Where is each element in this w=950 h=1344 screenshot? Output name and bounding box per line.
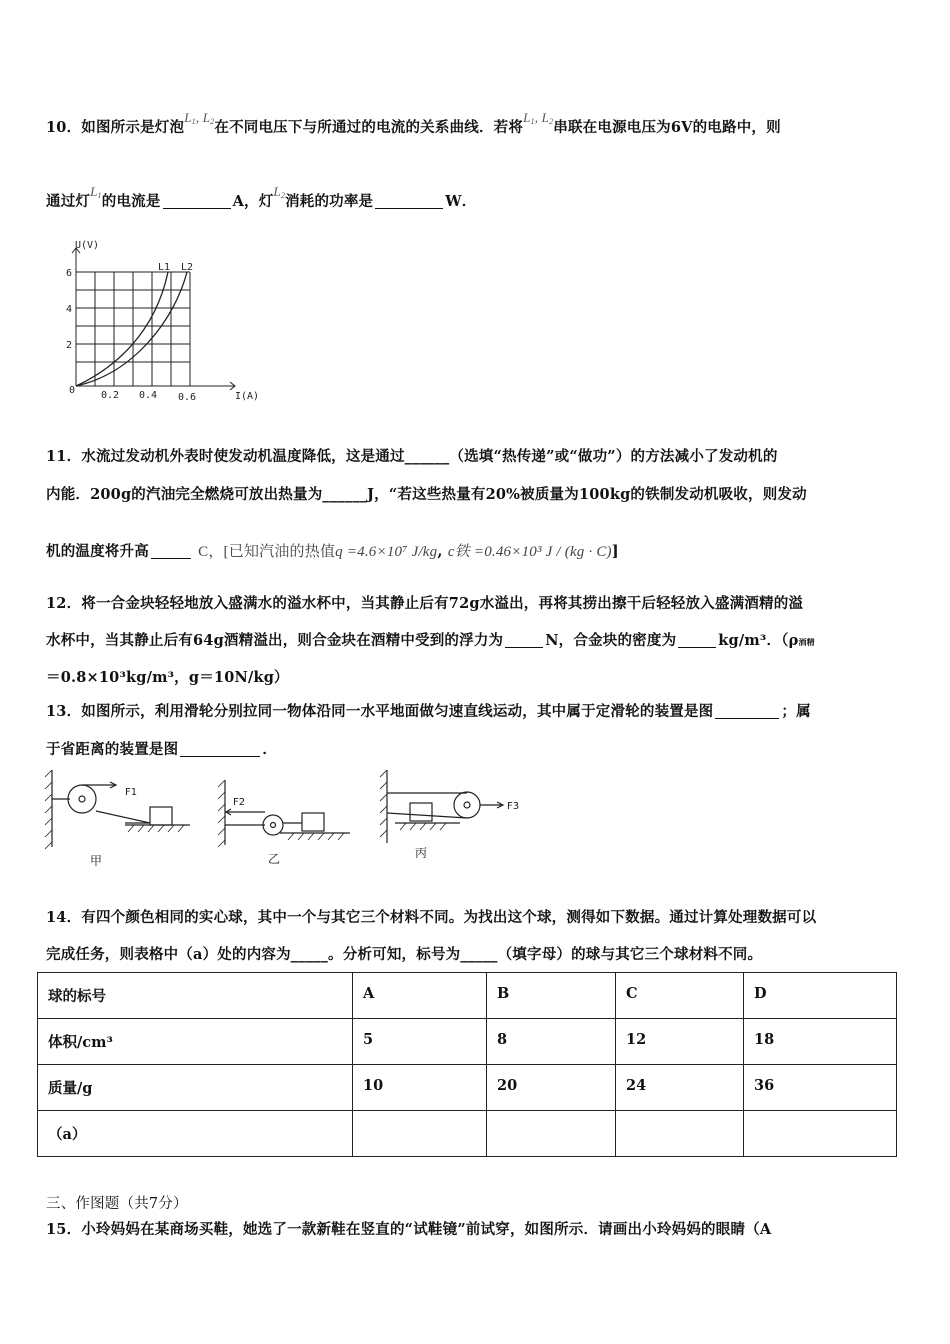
figure-jia (45, 770, 190, 849)
table-cell: 8 (487, 1019, 616, 1065)
table-cell: 12 (616, 1019, 744, 1065)
answer-blank-temp[interactable] (151, 544, 191, 559)
figure-yi (218, 780, 350, 847)
answer-blank-fixed[interactable] (715, 704, 779, 719)
curve-label-l1: L1 (158, 262, 171, 273)
q11-text-a: 机的温度将升高 (46, 543, 149, 560)
q12-text-b: N，合金块的密度为 (545, 632, 677, 649)
table-cell: D (744, 973, 897, 1019)
table-cell[interactable] (353, 1111, 487, 1157)
table-row (38, 1111, 897, 1157)
table-cell: 24 (616, 1065, 744, 1111)
q12-text-a: 水杯中，当其静止后有64g酒精溢出，则合金块在酒精中受到的浮力为 (46, 632, 504, 649)
table-cell: 18 (744, 1019, 897, 1065)
force-label-f1: F1 (125, 787, 138, 798)
fig-label-yi: 乙 (268, 852, 281, 866)
fig-label-jia: 甲 (90, 854, 103, 868)
origin-label: 0 (69, 385, 76, 396)
q13-text-c: 于省距离的装置是图 (46, 741, 179, 758)
answer-blank-distance[interactable] (180, 742, 260, 757)
q11-line1: 11．水流过发动机外表时使发动机温度降低，这是通过______（选填“热传递”或“做功”）的方法减小了发动机的 (46, 448, 778, 465)
y-tick-2: 2 (66, 340, 73, 351)
x-tick-0-4: 0.4 (139, 390, 158, 401)
q10-line1 (46, 110, 781, 137)
x-axis-label: I(A) (235, 391, 260, 402)
q12-line3: ＝0.8×10³kg/m³，g＝10N/kg） (46, 669, 289, 686)
data-table (37, 972, 897, 1157)
table-row (38, 1065, 897, 1111)
q10-text-a: 通过灯 (46, 193, 91, 210)
y-tick-6: 6 (66, 268, 73, 279)
curve-l1 (76, 272, 168, 386)
grid (76, 272, 190, 386)
section-heading: 三、作图题（共7分） (46, 1196, 188, 1212)
y-tick-4: 4 (66, 304, 73, 315)
formula-c: c铁 =0.46×10³ J / (kg · C) (447, 544, 612, 560)
pulley-figures (40, 765, 560, 870)
answer-blank-power[interactable] (375, 194, 443, 209)
force-label-f2: F2 (233, 797, 246, 808)
q14-line2: 完成任务，则表格中（a）处的内容为_____。分析可知，标号为_____（填字母）的球与其它三个球材料不同。 (46, 946, 763, 963)
u-i-graph (55, 238, 270, 408)
table-cell: A (353, 973, 487, 1019)
table-cell[interactable] (744, 1111, 897, 1157)
q11-bracket-end: ] (611, 543, 619, 560)
curve-label-l2: L2 (181, 262, 194, 273)
q13-text-d: ． (262, 741, 278, 758)
q12-subscript: 酒精 (798, 637, 815, 647)
q15-line1: 15．小玲妈妈在某商场买鞋，她选了一款新鞋在竖直的“试鞋镜”前试穿，如图所示．请画出小玲妈妈的眼睛（A (46, 1221, 772, 1238)
table-cell: 5 (353, 1019, 487, 1065)
q13-text-b: ；属 (781, 703, 811, 720)
table-cell: 球的标号 (38, 973, 353, 1019)
x-tick-0-2: 0.2 (101, 390, 120, 401)
q12-line1: 12．将一合金块轻轻地放入盛满水的溢水杯中，当其静止后有72g水溢出，再将其捞出擦干后轻轻放入盛满酒精的溢 (46, 595, 804, 612)
force-label-f3: F3 (507, 801, 520, 812)
q10-suffix: 串联在电源电压为6V的电路中，则 (553, 119, 781, 136)
q13-line1 (46, 700, 811, 721)
curve-l2 (76, 272, 187, 386)
q10-text-c: A，灯 (232, 193, 274, 210)
figure-bing (380, 770, 503, 843)
answer-blank-buoyancy[interactable] (505, 633, 543, 648)
symbol-l1-l2: $L_1$, $L_2$ (184, 110, 215, 126)
table-cell: 质量/g (38, 1065, 353, 1111)
symbol-l1-l2-2: $L_1$, $L_2$ (523, 110, 554, 126)
q11-line3: 机的温度将升高 C，[已知汽油的热值q =4.6×10⁷ J/kg, c铁 =0.46×10³ J / (kg · C)] (46, 543, 619, 560)
y-axis-label: U(V) (75, 240, 100, 251)
q10-text-b: 的电流是 (101, 193, 161, 210)
answer-blank-current[interactable] (163, 194, 231, 209)
q11-line2: 内能．200g的汽油完全燃烧可放出热量为______J，“若这些热量有20%被质量为100kg的铁制发动机吸收，则发动 (46, 486, 807, 503)
q10-prefix: 10．如图所示是灯泡 (46, 119, 185, 136)
q12-line2 (46, 629, 815, 650)
q14-line1: 14．有四个颜色相同的实心球，其中一个与其它三个材料不同。为找出这个球，测得如下数据。通过计算处理数据可以 (46, 909, 817, 926)
table-cell[interactable] (487, 1111, 616, 1157)
q10-line2 (46, 184, 477, 211)
fig-label-bing: 丙 (415, 846, 428, 860)
table-row (38, 1019, 897, 1065)
table-cell: 10 (353, 1065, 487, 1111)
symbol-l1: $L_1$ (90, 184, 102, 200)
x-tick-0-6: 0.6 (178, 392, 197, 403)
q10-text-e: W． (445, 193, 477, 210)
q10-text-d: 消耗的功率是 (285, 193, 374, 210)
table-cell: B (487, 973, 616, 1019)
q12-text-c: kg/m³．（ρ (718, 632, 799, 649)
q11-unit-text: C，[已知汽油的热值 (198, 544, 336, 560)
table-cell: 36 (744, 1065, 897, 1111)
table-cell: 体积/cm³ (38, 1019, 353, 1065)
q13-text-a: 13．如图所示，利用滑轮分别拉同一物体沿同一水平地面做匀速直线运动，其中属于定滑轮的装置是图 (46, 703, 714, 720)
answer-blank-density[interactable] (678, 633, 716, 648)
table-cell: C (616, 973, 744, 1019)
q13-line2 (46, 738, 277, 759)
table-row (38, 973, 897, 1019)
table-cell[interactable] (616, 1111, 744, 1157)
table-cell: 20 (487, 1065, 616, 1111)
symbol-l2: $L_2$ (273, 184, 286, 200)
q10-mid: 在不同电压下与所通过的电流的关系曲线．若将 (214, 119, 524, 136)
formula-q: q =4.6×10⁷ J/kg (335, 544, 438, 560)
table-cell: （a） (38, 1111, 353, 1157)
